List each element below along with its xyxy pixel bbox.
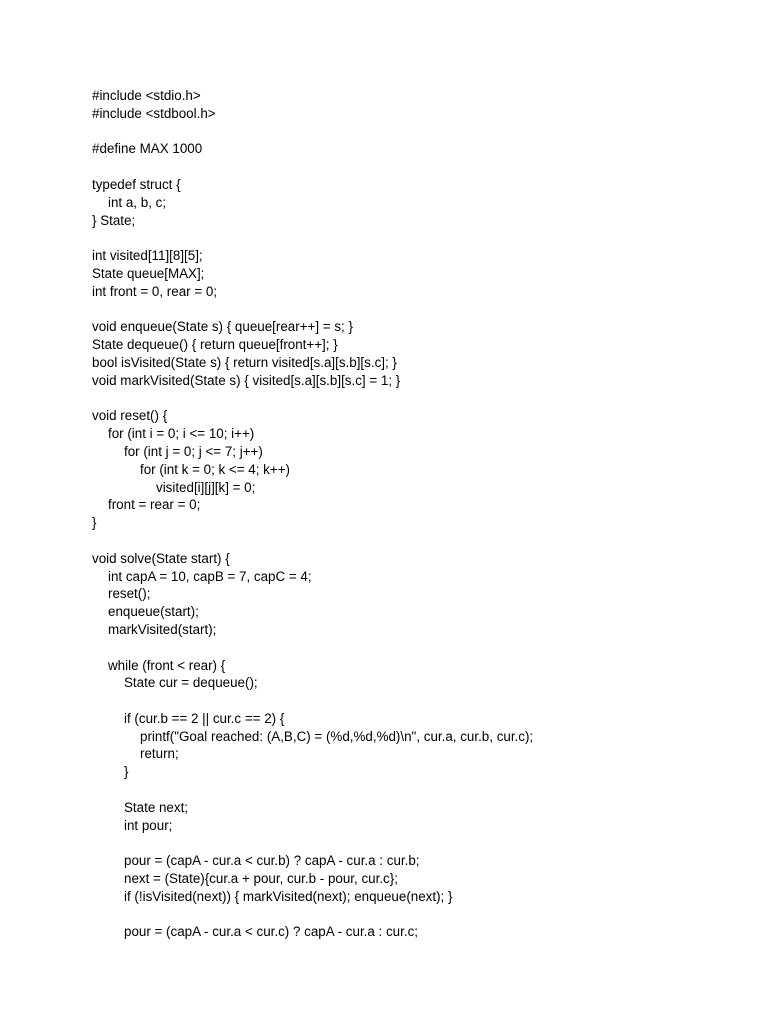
code-line: void markVisited(State s) { visited[s.a][s.b][s.c] = 1; }: [92, 372, 401, 388]
code-line: }: [92, 515, 97, 531]
code-line: bool isVisited(State s) { return visited[s.a][s.b][s.c]; }: [92, 354, 397, 370]
code-line: [92, 532, 752, 550]
code-line: [92, 692, 752, 710]
code-line: void reset() {: [92, 408, 168, 424]
code-line: [92, 301, 752, 319]
code-line: }: [124, 764, 129, 780]
code-line: if (!isVisited(next)) { markVisited(next); enqueue(next); }: [124, 888, 453, 904]
code-line: #include <stdbool.h>: [92, 105, 216, 121]
code-line: int front = 0, rear = 0;: [92, 283, 218, 299]
code-line: pour = (capA - cur.a < cur.b) ? capA - cur.a : cur.b;: [124, 853, 420, 869]
code-line: enqueue(start);: [108, 604, 199, 620]
code-line: [92, 229, 752, 247]
code-line: if (cur.b == 2 || cur.c == 2) {: [124, 710, 285, 726]
code-line: markVisited(start);: [108, 621, 217, 637]
code-line: [92, 834, 752, 852]
code-line: next = (State){cur.a + pour, cur.b - pour, cur.c};: [124, 871, 398, 887]
code-line: front = rear = 0;: [108, 497, 201, 513]
code-line: State dequeue() { return queue[front++]; }: [92, 337, 338, 353]
code-line: int pour;: [124, 817, 173, 833]
code-line: visited[i][j][k] = 0;: [156, 479, 256, 495]
code-line: reset();: [108, 586, 151, 602]
code-line: State next;: [124, 799, 189, 815]
code-line: void solve(State start) {: [92, 550, 230, 566]
code-line: } State;: [92, 212, 136, 228]
code-line: #include <stdio.h>: [92, 88, 201, 103]
code-line: for (int j = 0; j <= 7; j++): [124, 443, 263, 459]
code-listing: [92, 87, 752, 941]
code-line: printf("Goal reached: (A,B,C) = (%d,%d,%d)\n", cur.a, cur.b, cur.c);: [140, 728, 534, 744]
code-line: State cur = dequeue();: [124, 675, 258, 691]
code-line: [92, 781, 752, 799]
code-line: typedef struct {: [92, 176, 181, 192]
code-line: for (int k = 0; k <= 4; k++): [140, 461, 290, 477]
code-line: [92, 906, 752, 924]
code-line: [92, 158, 752, 176]
code-line: int a, b, c;: [108, 194, 167, 210]
code-line: State queue[MAX];: [92, 265, 205, 281]
code-line: [92, 390, 752, 408]
code-line: for (int i = 0; i <= 10; i++): [108, 426, 255, 442]
code-line: [92, 639, 752, 657]
code-line: void enqueue(State s) { queue[rear++] = s; }: [92, 319, 353, 335]
code-line: int visited[11][8][5];: [92, 248, 203, 264]
code-line: while (front < rear) {: [108, 657, 226, 673]
code-line: int capA = 10, capB = 7, capC = 4;: [108, 568, 312, 584]
code-line: pour = (capA - cur.a < cur.c) ? capA - cur.a : cur.c;: [124, 924, 418, 940]
code-line: #define MAX 1000: [92, 141, 203, 157]
code-line: [92, 123, 752, 141]
code-line: return;: [140, 746, 179, 762]
